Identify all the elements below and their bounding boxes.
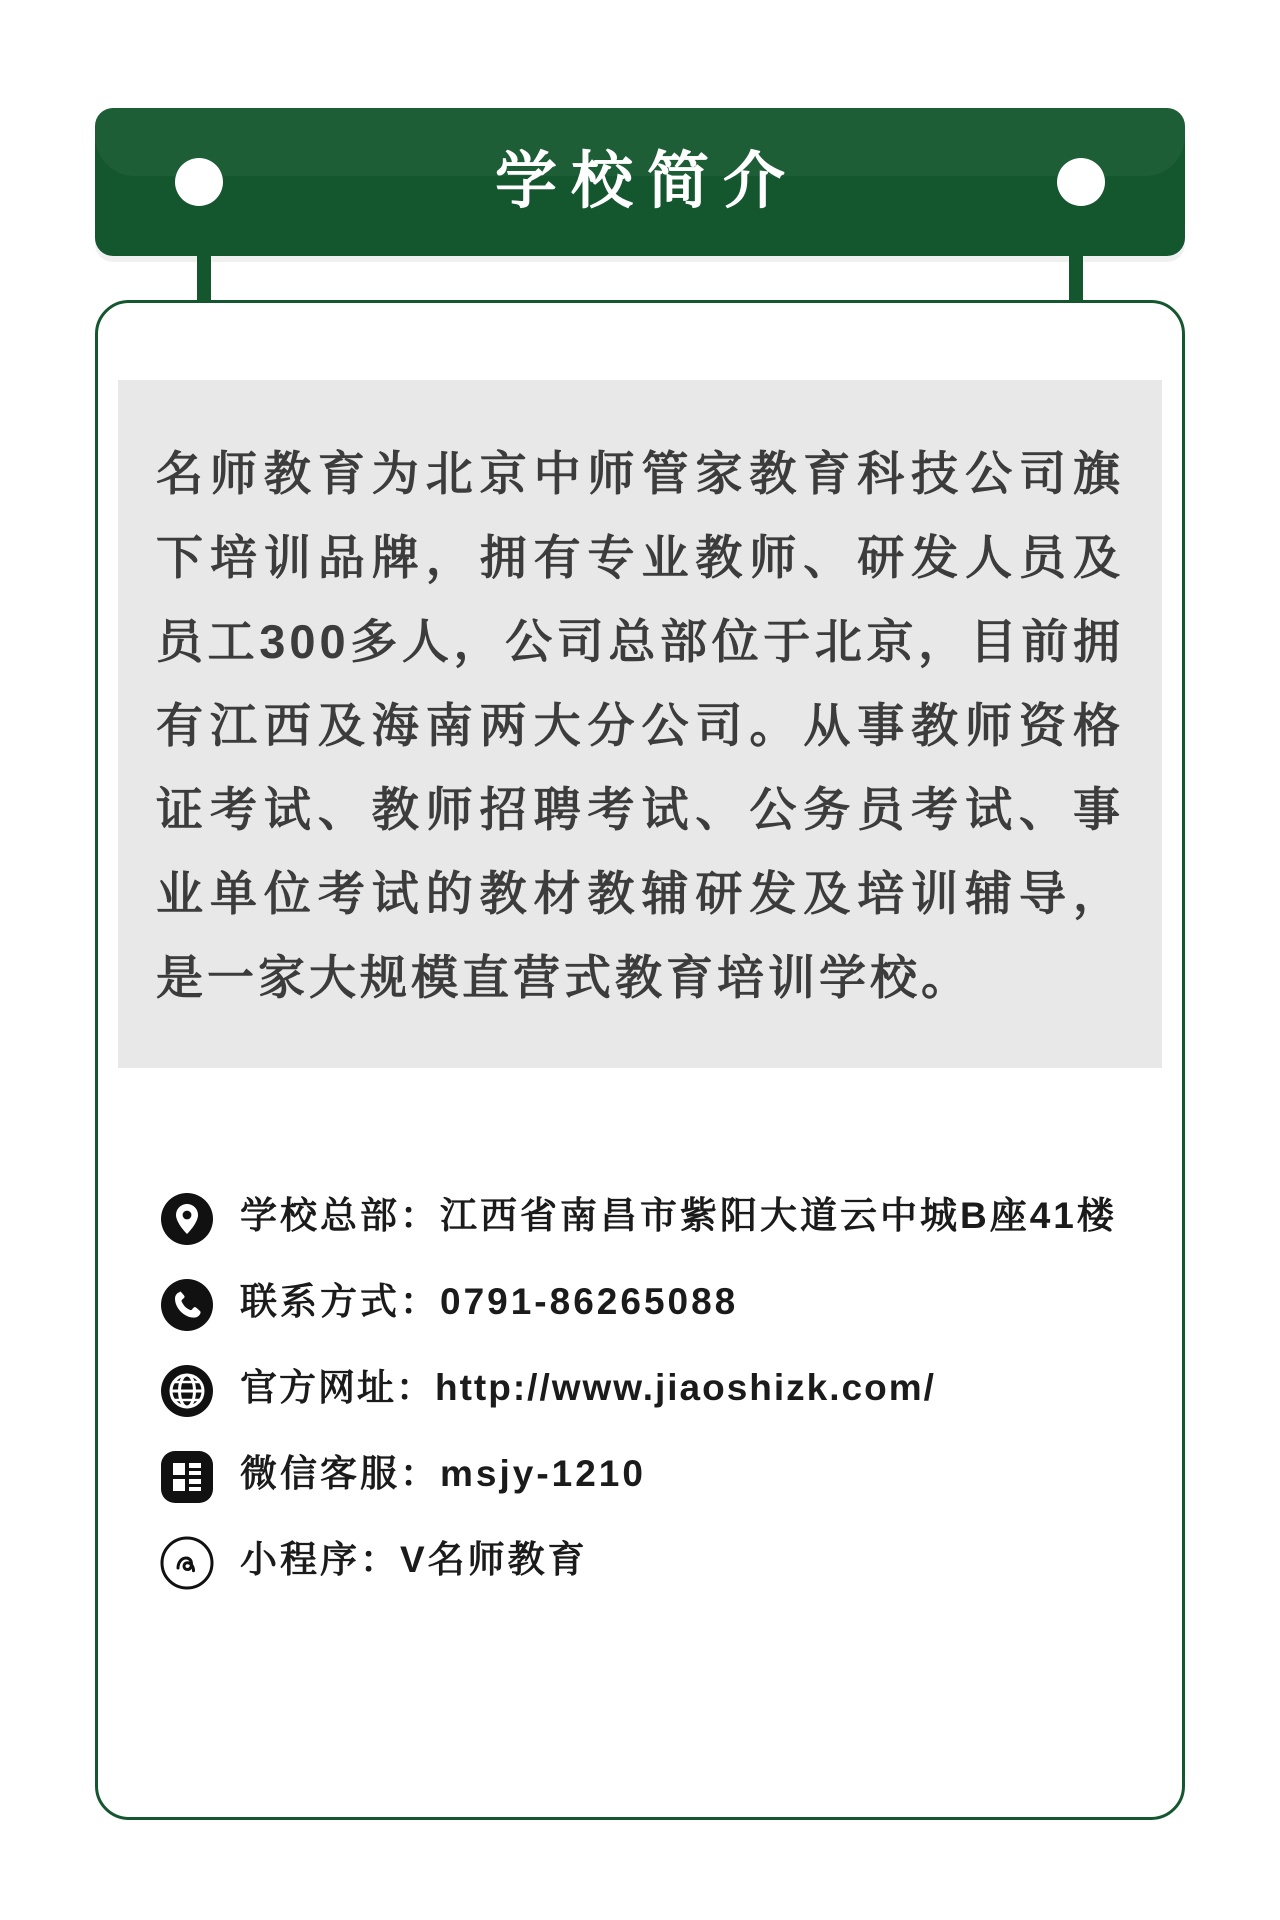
wechat-qr-icon (160, 1450, 214, 1504)
contact-miniprogram-text: 小程序：V名师教育 (240, 1539, 588, 1580)
intro-block (118, 380, 1162, 1068)
globe-icon (160, 1364, 214, 1418)
location-pin-icon (160, 1192, 214, 1246)
contact-item-address (160, 1190, 1140, 1246)
contact-website-text: 官方网址：http://www.jiaoshizk.com/ (240, 1367, 936, 1408)
contact-phone-text: 联系方式：0791-86265088 (240, 1281, 739, 1322)
contact-list (160, 1190, 1140, 1620)
mini-program-icon (160, 1536, 214, 1590)
contact-wechat-text: 微信客服：msjy-1210 (240, 1453, 646, 1494)
contact-item-wechat (160, 1448, 1140, 1504)
page-title: 学校简介 (494, 147, 799, 216)
header-banner (95, 108, 1185, 256)
contact-item-miniprogram (160, 1534, 1140, 1590)
intro-paragraph: 名师教育为北京中师管家教育科技公司旗下培训品牌，拥有专业教师、研发人员及员工300多人，公司总部位于北京，目前拥有江西及海南两大分公司。从事教师资格证考试、教师招聘考试、公务员考试、事业单位考试的教材教辅研发及培训辅导，是一家大规模直营式教育培训学校。 (156, 447, 1124, 1004)
contact-item-website (160, 1362, 1140, 1418)
phone-icon (160, 1278, 214, 1332)
contact-address-text: 学校总部：江西省南昌市紫阳大道云中城B座41楼 (240, 1195, 1117, 1236)
contact-item-phone (160, 1276, 1140, 1332)
